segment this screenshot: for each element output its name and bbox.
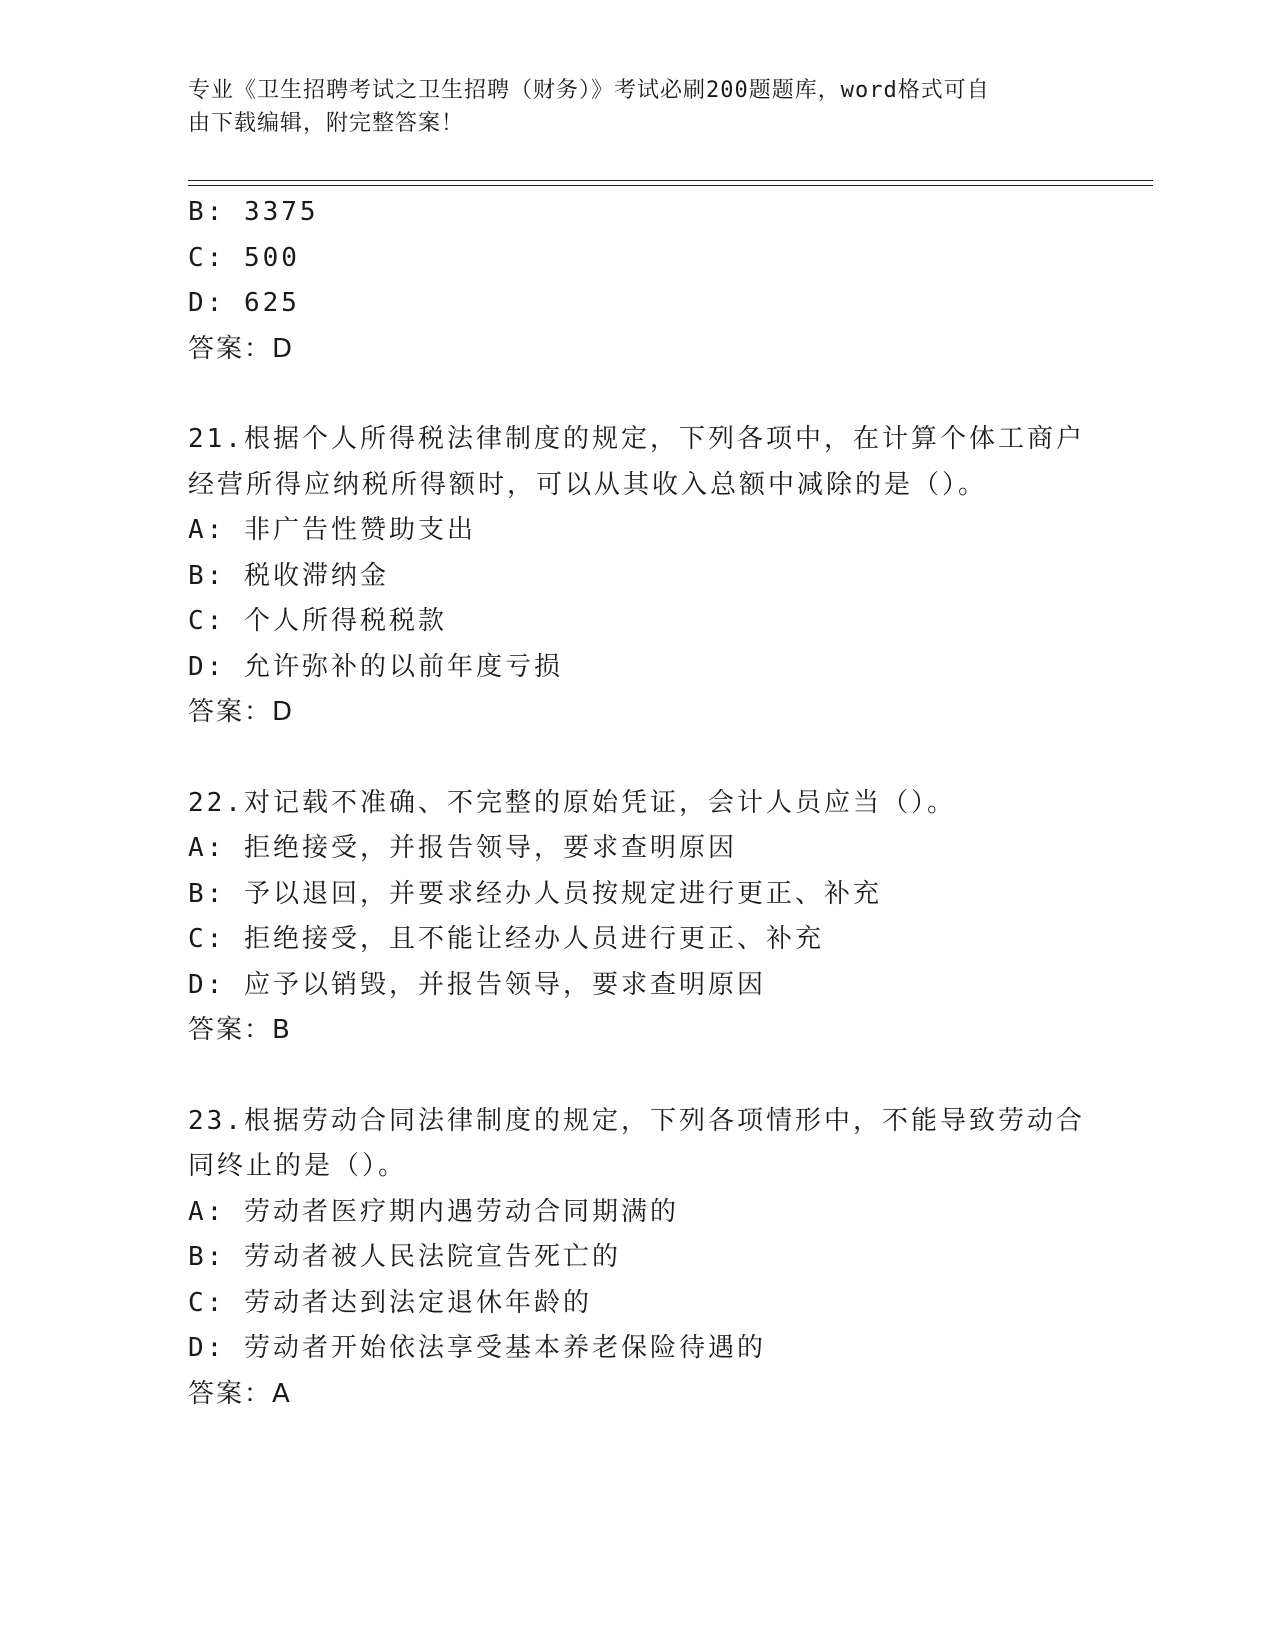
option-c: C: 个人所得税税款 xyxy=(188,606,447,636)
question-stem: 21.根据个人所得税法律制度的规定，下列各项中，在计算个体工商户 xyxy=(188,424,1085,454)
option-a: A: 劳动者医疗期内遇劳动合同期满的 xyxy=(188,1196,679,1227)
option-c: C: 拒绝接受，且不能让经办人员进行更正、补充 xyxy=(188,924,824,954)
option-d: D: 劳动者开始依法享受基本养老保险待遇的 xyxy=(188,1333,766,1363)
question-21 xyxy=(188,417,1088,736)
header-divider-top xyxy=(188,180,1153,181)
header-divider-bottom xyxy=(188,185,1153,186)
spacer xyxy=(188,372,1088,417)
question-stem: 22.对记载不准确、不完整的原始凭证，会计人员应当（）。 xyxy=(188,787,956,818)
option-a: A: 拒绝接受，并报告领导，要求查明原因 xyxy=(188,833,737,863)
answer: 答案：D xyxy=(188,697,295,727)
answer: 答案：B xyxy=(188,1015,292,1045)
question-20 xyxy=(188,190,1088,372)
question-22 xyxy=(188,781,1088,1054)
question-list xyxy=(188,190,1088,1417)
answer: 答案：A xyxy=(188,1378,292,1409)
option-c: C: 500 xyxy=(188,242,300,273)
page-header xyxy=(188,74,1068,140)
option-a: A: 非广告性赞助支出 xyxy=(188,515,476,545)
question-stem: 同终止的是（）。 xyxy=(188,1151,408,1181)
option-b: B: 劳动者被人民法院宣告死亡的 xyxy=(188,1242,621,1272)
option-b: B: 予以退回，并要求经办人员按规定进行更正、补充 xyxy=(188,878,882,909)
question-23 xyxy=(188,1099,1088,1418)
option-b: B: 税收滞纳金 xyxy=(188,560,389,591)
option-d: D: 应予以销毁，并报告领导，要求查明原因 xyxy=(188,969,766,1000)
option-d: D: 625 xyxy=(188,288,300,318)
option-b: B: 3375 xyxy=(188,197,319,227)
spacer xyxy=(188,1054,1088,1099)
option-c: C: 劳动者达到法定退休年龄的 xyxy=(188,1287,592,1318)
question-stem: 经营所得应纳税所得额时，可以从其收入总额中减除的是（）。 xyxy=(188,469,988,500)
question-stem: 23.根据劳动合同法律制度的规定，下列各项情形中，不能导致劳动合 xyxy=(188,1105,1085,1136)
spacer xyxy=(188,736,1088,781)
answer: 答案：D xyxy=(188,333,295,364)
header-line-1: 专业《卫生招聘考试之卫生招聘（财务）》考试必刷200题题库，word格式可自 xyxy=(188,78,990,103)
option-d: D: 允许弥补的以前年度亏损 xyxy=(188,651,563,682)
header-line-2: 由下载编辑，附完整答案！ xyxy=(188,111,465,136)
